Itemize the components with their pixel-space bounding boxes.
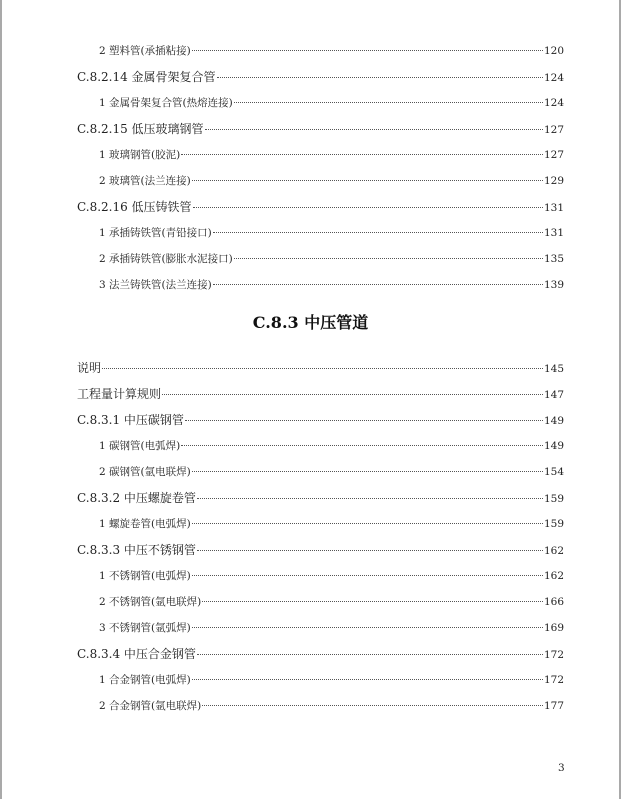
dot-leader [205, 129, 543, 130]
toc-entry-title: 1 合金钢管(电弧焊) [99, 674, 191, 686]
toc-entry[interactable] [77, 38, 564, 64]
toc-entry-title: 说明 [77, 361, 102, 375]
toc-entry-title: 3 不锈钢管(氩弧焊) [99, 622, 191, 634]
toc-entry-page: 172 [543, 674, 564, 686]
dot-leader [213, 284, 543, 285]
toc-entry[interactable] [77, 485, 564, 511]
toc-entry-page: 147 [543, 389, 564, 401]
toc-entry-page: 127 [543, 149, 564, 161]
toc-entry-title: C.8.3.1 中压碳钢管 [77, 413, 184, 427]
toc-entry[interactable] [77, 142, 564, 168]
dot-leader [192, 679, 543, 680]
toc-entry-page: 129 [543, 175, 564, 187]
dot-leader [192, 471, 543, 472]
toc-entry-page: 149 [543, 440, 564, 452]
dot-leader [192, 523, 543, 524]
toc-entry-title: 2 承插铸铁管(膨胀水泥接口) [99, 253, 233, 265]
dot-leader [202, 601, 543, 602]
dot-leader [217, 77, 543, 78]
toc-entry-title: 1 承插铸铁管(青铅接口) [99, 227, 212, 239]
toc-entry-page: 131 [543, 202, 564, 214]
toc-entry[interactable] [77, 563, 564, 589]
dot-leader [192, 50, 543, 51]
toc-entry[interactable] [77, 246, 564, 272]
toc-entry[interactable] [77, 433, 564, 459]
toc-entry[interactable] [77, 537, 564, 563]
toc-entry[interactable] [77, 693, 564, 719]
toc-entry-title: C.8.2.14 金属骨架复合管 [77, 70, 216, 84]
dot-leader [197, 654, 543, 655]
toc-entry-page: 162 [543, 570, 564, 582]
toc-entry[interactable] [77, 116, 564, 142]
toc-entry-page: 124 [543, 97, 564, 109]
toc-entry-title: 2 碳钢管(氩电联焊) [99, 466, 191, 478]
dot-leader [102, 368, 543, 369]
dot-leader [162, 394, 543, 395]
toc-entry-title: 1 不锈钢管(电弧焊) [99, 570, 191, 582]
toc-entry-page: 131 [543, 227, 564, 239]
toc-entry[interactable] [77, 355, 564, 381]
toc-entry-title: 1 玻璃钢管(胶泥) [99, 149, 181, 161]
toc-entry[interactable] [77, 667, 564, 693]
toc-entry-title: C.8.2.16 低压铸铁管 [77, 200, 192, 214]
toc-entry[interactable] [77, 194, 564, 220]
toc-entry-title: C.8.3.3 中压不锈钢管 [77, 543, 196, 557]
toc-entry-page: 166 [543, 596, 564, 608]
dot-leader [234, 102, 543, 103]
toc-entry-page: 149 [543, 415, 564, 427]
toc-entry-title: C.8.3.4 中压合金钢管 [77, 647, 196, 661]
toc-section-low-pressure [77, 38, 564, 298]
dot-leader [181, 445, 543, 446]
dot-leader [197, 550, 543, 551]
toc-entry-page: 177 [543, 700, 564, 712]
toc-entry-page: 159 [543, 518, 564, 530]
toc-entry-page: 154 [543, 466, 564, 478]
toc-entry-title: C.8.3.2 中压螺旋卷管 [77, 491, 196, 505]
toc-entry[interactable] [77, 459, 564, 485]
dot-leader [197, 498, 543, 499]
toc-entry[interactable] [77, 589, 564, 615]
toc-entry-title: 1 金属骨架复合管(热熔连接) [99, 97, 233, 109]
toc-entry[interactable] [77, 381, 564, 407]
toc-entry-page: 139 [543, 279, 564, 291]
toc-entry-page: 169 [543, 622, 564, 634]
toc-entry-page: 145 [543, 363, 564, 375]
toc-entry-title: C.8.2.15 低压玻璃钢管 [77, 122, 204, 136]
dot-leader [202, 705, 543, 706]
toc-entry-page: 120 [543, 45, 564, 57]
toc-entry[interactable] [77, 272, 564, 298]
dot-leader [192, 627, 543, 628]
toc-entry-page: 162 [543, 545, 564, 557]
toc-entry[interactable] [77, 168, 564, 194]
toc-entry-title: 工程量计算规则 [77, 387, 162, 401]
toc-entry[interactable] [77, 64, 564, 90]
toc-entry-title: 3 法兰铸铁管(法兰连接) [99, 279, 212, 291]
dot-leader [234, 258, 543, 259]
toc-entry[interactable] [77, 220, 564, 246]
dot-leader [213, 232, 543, 233]
toc-entry[interactable] [77, 90, 564, 116]
toc-entry-page: 127 [543, 124, 564, 136]
toc-entry-title: 2 不锈钢管(氩电联焊) [99, 596, 202, 608]
toc-entry[interactable] [77, 511, 564, 537]
dot-leader [181, 154, 543, 155]
dot-leader [185, 420, 543, 421]
toc-entry-title: 1 螺旋卷管(电弧焊) [99, 518, 191, 530]
toc-entry[interactable] [77, 641, 564, 667]
toc-entry-page: 172 [543, 649, 564, 661]
toc-entry-title: 1 碳钢管(电弧焊) [99, 440, 181, 452]
page-border-left [0, 0, 2, 799]
dot-leader [192, 575, 543, 576]
toc-entry-page: 135 [543, 253, 564, 265]
toc-entry-page: 159 [543, 493, 564, 505]
page-number: 3 [558, 762, 565, 774]
toc-section-medium-pressure [77, 355, 564, 719]
toc-entry-title: 2 玻璃管(法兰连接) [99, 175, 191, 187]
toc-entry[interactable] [77, 615, 564, 641]
toc-entry-title: 2 塑料管(承插粘接) [99, 45, 191, 57]
dot-leader [193, 207, 543, 208]
toc-entry-page: 124 [543, 72, 564, 84]
section-heading: C.8.3 中压管道 [252, 313, 369, 332]
dot-leader [192, 180, 543, 181]
toc-entry-title: 2 合金钢管(氩电联焊) [99, 700, 202, 712]
toc-entry[interactable] [77, 407, 564, 433]
